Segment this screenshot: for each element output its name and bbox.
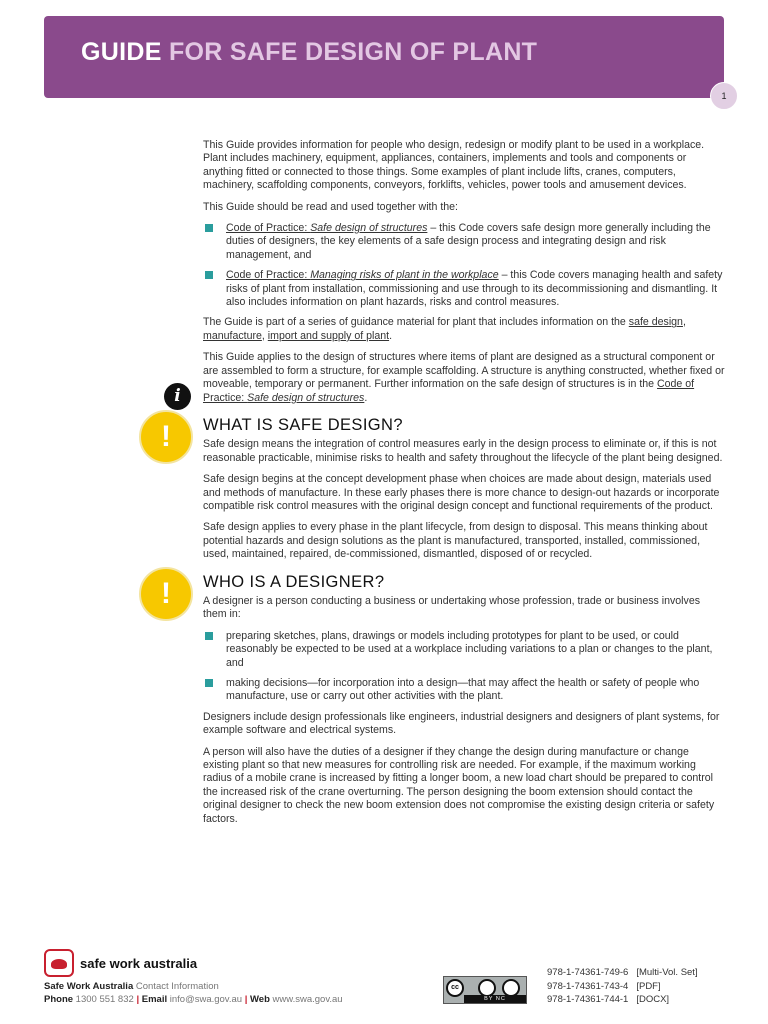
- list-item-text: – this Code covers managing health and safety risks of plant from installation, commissioning and use through to its decommissioning and dismantling. It also includes information on plant hazards, risks and control measures.: [226, 269, 723, 309]
- web-link[interactable]: www.swa.gov.au: [272, 994, 343, 1005]
- email-label: Email: [141, 994, 168, 1005]
- list-item: [203, 269, 725, 309]
- square-bullet-icon: [205, 679, 213, 687]
- license-strip: BY NC: [464, 995, 526, 1003]
- info-icon: i: [164, 383, 191, 410]
- cc-icon: cc: [446, 979, 464, 997]
- web-label: Web: [250, 994, 270, 1005]
- org-name: Safe Work Australia: [44, 981, 134, 992]
- footer-contact: [44, 980, 343, 1006]
- link-manufacture[interactable]: manufacture: [203, 329, 262, 342]
- logo-text: safe work australia: [80, 955, 198, 971]
- email-link[interactable]: info@swa.gov.au: [169, 994, 243, 1005]
- list-item-text: – this Code covers safe design more generally including the duties of designers, the key elements of a safe design process and integrating design and risk management, and: [226, 222, 711, 261]
- creative-commons-license-badge[interactable]: [443, 976, 527, 1004]
- isbn-row: 978-1-74361-744-1 [DOCX]: [547, 994, 670, 1005]
- section-paragraph: Safe design applies to every phase in the plant lifecycle, from design to disposal. This means thinking about potential hazards and design solutions as the plant is manufactured, transported, installed, commissioned, used, maintained, repaired, de-commissioned, dismantled, disposed of or recycled.: [203, 521, 708, 561]
- code-link-safe-design-structures-2[interactable]: Code of Practice: Safe design of structures: [203, 378, 695, 404]
- separator: |: [244, 994, 248, 1005]
- square-bullet-icon: [205, 271, 213, 279]
- isbn-row: 978-1-74361-749-6 [Multi-Vol. Set]: [547, 967, 698, 978]
- page-title-bold: GUIDE: [81, 38, 162, 66]
- isbn-row: 978-1-74361-743-4 [PDF]: [547, 980, 661, 992]
- safe-work-australia-logo[interactable]: [44, 948, 197, 978]
- section-paragraph: Safe design means the integration of control measures early in the design process to eliminate or, if this is not reasonable practicable, minimise risks to health and safety throughout the lifecycle of the plant being designed.: [203, 438, 723, 464]
- link-safe-design[interactable]: safe design: [628, 316, 683, 329]
- page-number-badge: 1: [710, 82, 738, 110]
- square-bullet-icon: [205, 632, 213, 640]
- list-item: making decisions—for incorporation into a design—that may affect the health or safety of people who manufacture, use or carry out other activities with the plant.: [203, 677, 725, 704]
- section-paragraph: Designers include design professionals like engineers, industrial designers and designers of plant systems, for example software and electrical systems.: [203, 710, 720, 737]
- contact-label: Contact Information: [135, 981, 219, 992]
- designer-activities-list: [203, 630, 725, 704]
- exclamation-icon: !: [139, 410, 193, 464]
- section-what-is-safe-design: [161, 415, 725, 562]
- header-banner: [44, 16, 724, 98]
- phone-label: Phone: [44, 994, 74, 1005]
- intro-paragraph-4: i This Guide applies to the design of structures where items of plant are designed as a structural component or are assembled to form a structure, for example scaffolding. A structure is anything constructed, whether fixed or moveable, temporary or permanent. Further information on the safe design of structures is in the Code of Practice: Safe design of structures.: [203, 351, 725, 405]
- isbn-list: [547, 966, 698, 1007]
- section-paragraph: Safe design begins at the concept development phase when choices are made about design, materials used and methods of manufacture. In these early phases there is more chance to design-out hazards or incorporate compatible risk control measures with the original design concept and functional requirements of the product.: [203, 473, 720, 512]
- code-link-safe-design-structures[interactable]: Code of Practice: Safe design of structures: [226, 222, 428, 235]
- section-heading: WHO IS A DESIGNER?: [203, 572, 385, 591]
- section-who-is-designer: [161, 572, 725, 827]
- list-item: [203, 222, 725, 262]
- main-content: [161, 139, 725, 834]
- page-title: [81, 38, 537, 67]
- section-heading: WHAT IS SAFE DESIGN?: [203, 415, 403, 434]
- intro-paragraph-1: This Guide provides information for people who design, redesign or modify plant to be used in a workplace. Plant includes machinery, equipment, appliances, containers, implements and tools and components or anything fitted or connected to those things. Some examples of plant include lifts, cranes, computers, machinery, scaffolding components, conveyors, forklifts, vehicles, power tools and amusement devices.: [203, 139, 705, 192]
- code-link-managing-risks-plant[interactable]: Code of Practice: Managing risks of plant in the workplace: [226, 269, 499, 282]
- intro-paragraph-3: The Guide is part of a series of guidance material for plant that includes information on the safe design, manufacture, import and supply of plant.: [203, 316, 686, 342]
- square-bullet-icon: [205, 224, 213, 232]
- section-paragraph: A person will also have the duties of a designer if they change the design during manufacture or change existing plant so that new measures for controlling risk are needed. For example, if the maximum working radius of a mobile crane is increased by fitting a longer boom, a new load chart should be prepared to control the increased risk of the crane overturning. The person designing the boom extension should contact the original designer to check the new boom extension does not compromise the existing design criteria or safety factors.: [203, 745, 715, 825]
- page-title-rest: FOR SAFE DESIGN OF PLANT: [168, 38, 538, 66]
- link-import-supply[interactable]: import and supply of plant: [267, 329, 390, 342]
- phone-number[interactable]: 1300 551 832: [75, 994, 134, 1005]
- section-paragraph: A designer is a person conducting a business or undertaking whose profession, trade or business involves them in:: [203, 594, 701, 621]
- separator: |: [136, 994, 140, 1005]
- related-codes-list: [203, 222, 725, 309]
- intro-paragraph-2: This Guide should be read and used together with the:: [203, 200, 459, 213]
- kangaroo-logo-icon: [44, 949, 74, 977]
- exclamation-icon: !: [139, 567, 193, 621]
- list-item: preparing sketches, plans, drawings or models including prototypes for plant to be used, or could reasonably be expected to be used at a workplace including variations to a plan or changes to the plant, and: [203, 630, 725, 670]
